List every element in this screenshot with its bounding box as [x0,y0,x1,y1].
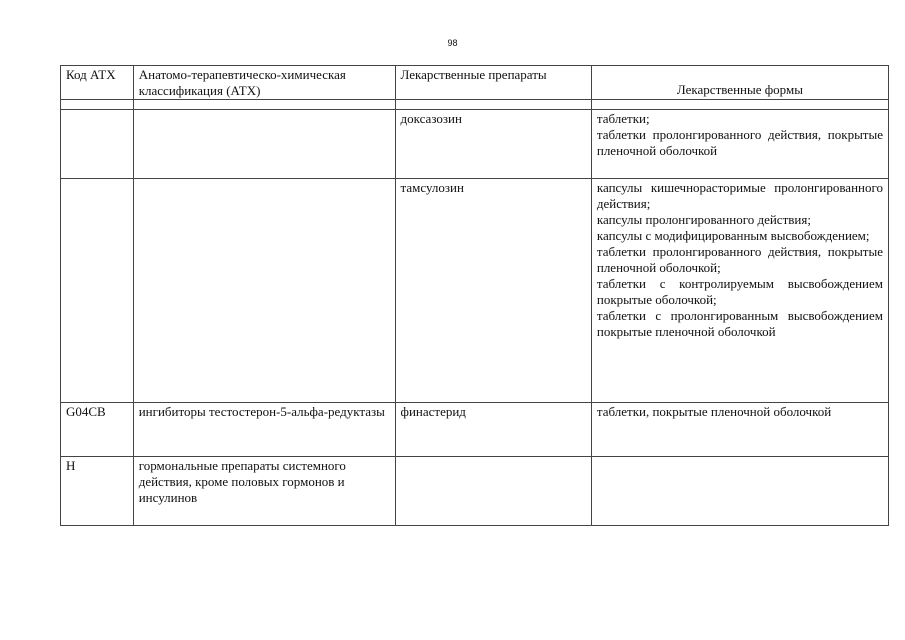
row-code [61,110,134,179]
page-number: 98 [447,38,458,48]
table-row [61,179,889,403]
table-header-row [61,66,889,100]
header-classification: Анатомо-терапевтическо-химическая классификация (АТХ) [133,66,395,100]
header-drugs: Лекарственные препараты [395,66,591,100]
row-forms [591,179,888,403]
form-item: капсулы кишечнорасторимые пролонгированного действия; [596,180,883,211]
row-code: H [61,457,134,526]
row-drug [395,457,591,526]
row-classification: ингибиторы тестостерон-5-альфа-редуктазы [133,403,395,457]
form-item: таблетки; [596,111,650,126]
form-item: таблетки с пролонгированным высвобождением покрытые пленочной оболочкой [596,308,883,339]
row-code: G04CB [61,403,134,457]
row-drug: доксазозин [395,110,591,179]
row-classification [133,110,395,179]
table-row [61,403,889,457]
form-item: таблетки с контролируемым высвобождением покрытые оболочкой; [596,276,883,307]
row-drug: финастерид [395,403,591,457]
row-drug: тамсулозин [395,179,591,403]
form-item: капсулы пролонгированного действия; [596,212,811,227]
header-forms: Лекарственные формы [591,66,888,100]
table-row [61,457,889,526]
atx-table [60,65,889,526]
form-item: таблетки пролонгированного действия, покрытые пленочной оболочкой; [596,244,883,275]
row-forms [591,457,888,526]
row-forms [591,403,888,457]
form-item: таблетки, покрытые пленочной оболочкой [596,404,832,419]
header-code: Код АТХ [61,66,134,100]
row-forms [591,110,888,179]
header-spacer-row [61,100,889,110]
form-item: таблетки пролонгированного действия, покрытые пленочной оболочкой [596,127,883,158]
table-row [61,110,889,179]
form-item: капсулы с модифицированным высвобождением; [596,228,870,243]
row-classification [133,179,395,403]
row-classification: гормональные препараты системного действия, кроме половых гормонов и инсулинов [133,457,395,526]
row-code [61,179,134,403]
